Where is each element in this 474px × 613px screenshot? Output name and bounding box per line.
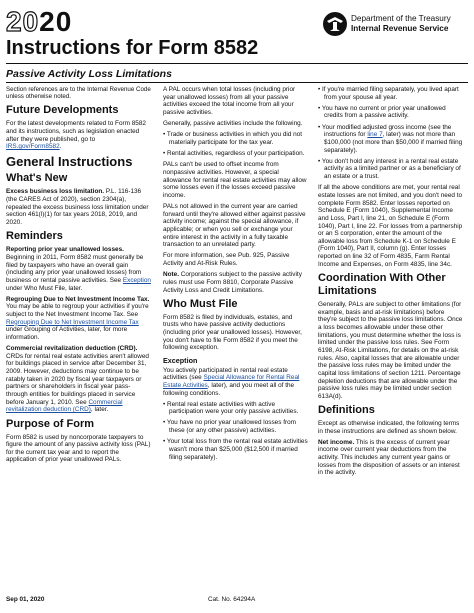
column-1 <box>6 86 151 468</box>
moreinfo-paragraph: For more information, see Pub. 925, Passive Activity and At-Risk Rules. <box>163 252 290 268</box>
future-developments-heading: Future Developments <box>6 104 119 117</box>
tax-year: 2020 <box>6 6 73 37</box>
special-allowance-link[interactable]: Special Allowance for Rental Real Estate Activities <box>163 374 300 389</box>
bullet-trade: • Trade or business activities in which you did not materially participate for the tax year. <box>163 131 303 146</box>
footer-date: Sep 01, 2020 <box>6 596 45 603</box>
coordination-paragraph: Generally, PALs are subject to other limitations (for example, basis and at-risk limitations) before they're subject to the passive loss limitations. Once a loss becomes allowable under these other limitations, you must determine whether the loss is limited under the passive loss rules. See Form 6198, At-Risk Limitations, for details on the at-risk rules. Also, capital losses that are allowable under the passive loss rules may be limited under the capital loss limitations of section 1211. Percentage depletion deductions that are allowable under the passive loss rules may be limited under section 613A(d). <box>318 300 463 400</box>
pals-paragraph: PALs can't be used to offset income from nonpassive activities. However, a special allowance for rental real estate activities may allow some losses even if the losses exceed passive income. <box>163 161 307 199</box>
net-income-paragraph: Net income. This is the excess of current year income over current year deductions from the activity. This includes any current year gains or losses from the disposition of assets or an interest in the activity. <box>318 438 460 477</box>
future-developments-text: For the latest developments related to Form 8582 and its instructions, such as legislation enacted after they were published, go to IRS.gov/Form8582. <box>6 120 146 151</box>
bullet-married-separately: • If you're married filing separately, you lived apart from your spouse all year. <box>318 86 459 101</box>
agency-name: Department of the Treasury Internal Revenue Service <box>351 14 451 33</box>
reminders-heading: Reminders <box>6 230 63 243</box>
crd-paragraph: Commercial revitalization deduction (CRD). CRDs for rental real estate activities aren't allowed for buildings placed in service after December 31, 2009. However, deductions may continue to be ratably taken in 2020 by fiscal year taxpayers or partners or shareholders in fiscal year pass-through entities for buildings placed in service before January 1, 2010. See Commercial revitalization deduction (CRD), later. <box>6 345 149 414</box>
purpose-heading: Purpose of Form <box>6 417 95 430</box>
whats-new-heading: What's New <box>6 172 68 185</box>
who-paragraph: Form 8582 is filed by individuals, estates, and trusts who have passive activity deductions (including prior year unallowed losses). However, you don't have to file Form 8582 if you meet the following exception. <box>163 313 302 352</box>
exception-heading: Exception <box>163 355 198 365</box>
crd-link[interactable]: Commercial revitalization deduction (CRD) <box>6 398 123 414</box>
regroup-link[interactable]: Regrouping Due to Net Investment Income Tax <box>6 318 139 326</box>
generally-paragraph: Generally, passive activities include the following. <box>163 120 303 128</box>
column-2 <box>163 86 308 465</box>
ifall-paragraph: If all the above conditions are met, your rental real estate losses are not limited, and you don't need to complete Form 8582. Enter losses reported on Schedule E (Form 1040), Supplemental Income and Loss, Part I, line 21, on Schedule E (Form 1040), Part I, line 22. For losses from a partnership or an S corporation, enter the amount of the allowable loss from Schedule K-1 on Schedule E (Form 1040), Part II, column (g). Enter losses reported on line 32 of Form 4835, Farm Rental Income and Expenses, on Form 4835, line 34c. <box>318 184 463 268</box>
page-title: Instructions for Form 8582 <box>6 37 259 59</box>
page-subtitle: Passive Activity Loss Limitations <box>6 68 172 80</box>
purpose-paragraph: Form 8582 is used by noncorporate taxpayers to figure the amount of any passive activity loss (PAL) for the current tax year and to report the application of prior year unallowed PALs. <box>6 433 151 464</box>
line7-link[interactable]: line 7 <box>367 131 383 139</box>
who-must-file-heading: Who Must File <box>163 297 238 310</box>
bullet-active-participation: • Rental real estate activities with active participation were your only passive activities. <box>163 400 299 416</box>
coordination-heading: Coordination With Other Limitations <box>318 271 446 297</box>
bullet-no-prior-losses: • You have no prior year unallowed losses from these (or any other passive) activities. <box>163 419 296 435</box>
column-3 <box>318 86 463 481</box>
bullet-no-credits: • You have no current or prior year unallowed credits from a passive activity. <box>318 104 446 120</box>
pal-paragraph: A PAL occurs when total losses (including prior year unallowed losses) from all your passive activities exceed the total income from all your passive activities. <box>163 86 296 116</box>
irs-eagle-logo <box>322 11 348 37</box>
general-instructions-heading: General Instructions <box>6 154 133 170</box>
subtitle-divider <box>6 82 468 83</box>
bullet-rental: • Rental activities, regardless of your participation. <box>163 150 305 158</box>
definitions-paragraph: Except as otherwise indicated, the following terms in these instructions are defined as shown below. <box>318 419 460 435</box>
note-paragraph: Note. Corporations subject to the passive activity rules must use Form 8810, Corporate Passive Activity Loss and Credit Limitations. <box>163 271 302 294</box>
carried-paragraph: PALs not allowed in the current year are carried forward until they're allowed either against passive activity income; against the special allowance, if applicable; or when you sell or exchange your entire interest in the activity in a fully taxable transaction to an unrelated party. <box>163 203 306 249</box>
footer-cat-number: Cat. No. 64294A <box>208 596 256 603</box>
prior-year-paragraph: Reporting prior year unallowed losses. Beginning in 2011, Form 8582 must generally be filed by taxpayers who have an overall gain (including any prior year unallowed losses) from business or rental passive activities. See Exception under Who Must File, later. <box>6 246 151 292</box>
excess-loss-paragraph: Excess business loss limitation. P.L. 116-136 (the CARES Act of 2020), section 2304(a), repealed the excess business loss limitation under section 461(l)(1) for tax years 2018, 2019, and 2020. <box>6 188 149 227</box>
bullet-magi: • Your modified adjusted gross income (see the instructions for line 7, later) was not more than $100,000 (not more than $50,000 if married filing separately). <box>318 123 463 154</box>
section-note: Section references are to the Internal Revenue Code unless otherwise noted. <box>6 86 151 101</box>
bullet-limited-partner: • You don't hold any interest in a rental real estate activity as a limited partner or as a beneficiary of an estate or a trust. <box>318 157 461 181</box>
regroup-paragraph: Regrouping Due to Net Investment Income Tax. You may be able to regroup your activities if you're subject to the Net Investment Income Tax. See Regrouping Due to Net Investment Income Tax under Grouping of Activities, later, for more information. <box>6 295 150 341</box>
bullet-total-loss: • Your total loss from the rental real estate activities wasn't more than $25,000 ($12,500 if married filing separately). <box>163 438 308 461</box>
definitions-heading: Definitions <box>318 403 375 416</box>
form8582-link[interactable]: IRS.gov/Form8582 <box>6 143 60 151</box>
exception-link[interactable]: Exception <box>122 276 151 284</box>
exception-paragraph: You actively participated in rental real estate activities (see Special Allowance for Rental Real Estate Activities, later), and you meet all of the following conditions. <box>163 366 300 397</box>
title-divider <box>6 63 468 64</box>
